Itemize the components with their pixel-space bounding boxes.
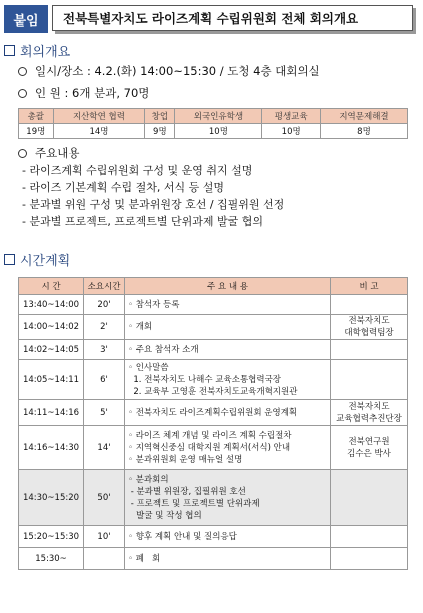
schedule-content xyxy=(125,400,331,426)
stats-header-cell: 평생교육 xyxy=(262,109,321,124)
schedule-time: 14:02~14:05 xyxy=(19,340,84,360)
page-header xyxy=(4,5,413,33)
schedule-row xyxy=(19,526,408,548)
schedule-note xyxy=(331,295,408,315)
schedule-note xyxy=(331,426,408,470)
stats-value-cell: 10명 xyxy=(175,124,262,139)
circle-bullet-icon xyxy=(18,67,27,76)
schedule-content-line: ◦ 지역혁신중심 대학지원 계획서(서식) 안내 xyxy=(128,442,291,453)
schedule-header-content: 주 요 내 용 xyxy=(125,278,331,295)
datetime-line xyxy=(18,63,320,79)
schedule-note xyxy=(331,400,408,426)
schedule-note xyxy=(331,315,408,340)
circle-bullet-icon xyxy=(18,89,27,98)
schedule-note-line: 김수은 박사 xyxy=(347,448,391,459)
schedule-time: 14:11~14:16 xyxy=(19,400,84,426)
schedule-note-line: 전북자치도 xyxy=(348,401,390,412)
schedule-content xyxy=(125,548,331,570)
schedule-content-line: ◦ 인사말씀 xyxy=(128,362,169,373)
stats-value-cell: 10명 xyxy=(262,124,321,139)
schedule-time: 14:16~14:30 xyxy=(19,426,84,470)
schedule-duration: 6' xyxy=(84,360,125,400)
schedule-content-line: ◦ 분과위원회 운영 매뉴얼 설명 xyxy=(128,454,243,465)
schedule-time: 14:30~15:20 xyxy=(19,470,84,526)
members-line xyxy=(18,85,149,101)
schedule-content xyxy=(125,360,331,400)
schedule-content-line: - 분과별 위원장, 집필위원 호선 xyxy=(128,486,246,497)
stats-header-cell: 지역문제해결 xyxy=(320,109,407,124)
schedule-time: 15:30~ xyxy=(19,548,84,570)
content-item: - 분과별 프로젝트, 프로젝트별 단위과제 발굴 협의 xyxy=(22,215,263,228)
content-item: - 라이즈 기본계획 수립 절차, 서식 등 설명 xyxy=(22,181,224,194)
content-item: - 분과별 위원 구성 및 분과위원장 호선 / 집필위원 선정 xyxy=(22,198,285,211)
stats-value-row xyxy=(19,124,408,139)
schedule-duration: 2' xyxy=(84,315,125,340)
attachment-tag: 붙임 xyxy=(4,5,48,33)
schedule-note xyxy=(331,526,408,548)
schedule-row xyxy=(19,360,408,400)
schedule-header-duration: 소요시간 xyxy=(84,278,125,295)
schedule-header-note: 비 고 xyxy=(331,278,408,295)
schedule-content-line: ◦ 폐 회 xyxy=(128,553,161,564)
schedule-content-line: 1. 전북자치도 나해수 교육소통협력국장 xyxy=(128,374,281,385)
content-heading-text: 주요내용 xyxy=(35,146,80,160)
section-schedule-heading xyxy=(4,250,70,269)
section-schedule-title: 시간계획 xyxy=(20,254,71,269)
schedule-content-line: - 프로젝트 및 프로젝트별 단위과제 xyxy=(128,498,260,509)
schedule-row xyxy=(19,548,408,570)
schedule-header-time: 시 간 xyxy=(19,278,84,295)
member-stats-table xyxy=(18,108,408,139)
schedule-table xyxy=(18,277,408,570)
schedule-content xyxy=(125,315,331,340)
stats-header-cell: 창업 xyxy=(145,109,175,124)
schedule-duration xyxy=(84,548,125,570)
members-text: 인 원 : 6개 분과, 70명 xyxy=(35,86,150,100)
schedule-note-line: 대학협력팀장 xyxy=(344,328,394,338)
schedule-content-line: 2. 교육부 고영훈 전북자치도교육개혁지원관 xyxy=(128,386,298,397)
schedule-time: 14:00~14:02 xyxy=(19,315,84,340)
content-list xyxy=(22,162,284,230)
schedule-duration: 20' xyxy=(84,295,125,315)
stats-header-cell: 외국인유학생 xyxy=(175,109,262,124)
schedule-note xyxy=(331,340,408,360)
schedule-row xyxy=(19,340,408,360)
schedule-content xyxy=(125,426,331,470)
schedule-content xyxy=(125,295,331,315)
schedule-duration: 5' xyxy=(84,400,125,426)
square-bullet-icon xyxy=(4,254,15,265)
schedule-content-line: 발굴 및 작성 협의 xyxy=(128,510,202,521)
schedule-content-line: ◦ 참석자 등록 xyxy=(128,299,180,310)
schedule-duration: 3' xyxy=(84,340,125,360)
schedule-row xyxy=(19,315,408,340)
schedule-duration: 10' xyxy=(84,526,125,548)
stats-header-cell: 지산학연 협력 xyxy=(53,109,145,124)
content-item: - 라이즈계획 수립위원회 구성 및 운영 취지 설명 xyxy=(22,164,253,177)
schedule-content xyxy=(125,340,331,360)
schedule-content-line: ◦ 향후 계획 안내 및 질의응답 xyxy=(128,531,237,542)
schedule-time: 13:40~14:00 xyxy=(19,295,84,315)
schedule-note xyxy=(331,470,408,526)
datetime-text: 일시/장소 : 4.2.(화) 14:00~15:30 / 도청 4층 대회의실 xyxy=(35,64,320,78)
schedule-time: 15:20~15:30 xyxy=(19,526,84,548)
schedule-note xyxy=(331,360,408,400)
schedule-time: 14:05~14:11 xyxy=(19,360,84,400)
schedule-content xyxy=(125,470,331,526)
schedule-note-line: 전북연구원 xyxy=(348,436,390,447)
section-overview-heading xyxy=(4,41,70,60)
stats-value-cell: 19명 xyxy=(19,124,54,139)
schedule-row xyxy=(19,426,408,470)
square-bullet-icon xyxy=(4,45,15,56)
schedule-note xyxy=(331,548,408,570)
schedule-content-line: ◦ 라이즈 체계 개념 및 라이즈 계획 수립절차 xyxy=(128,430,292,441)
schedule-note-line: 전북자치도 xyxy=(348,316,390,326)
stats-header-cell: 총괄 xyxy=(19,109,54,124)
stats-header-row xyxy=(19,109,408,124)
schedule-content-line: ◦ 주요 참석자 소개 xyxy=(128,344,199,355)
schedule-row xyxy=(19,295,408,315)
schedule-row xyxy=(19,400,408,426)
schedule-row xyxy=(19,470,408,526)
schedule-content-line: ◦ 개회 xyxy=(128,322,153,332)
stats-value-cell: 9명 xyxy=(145,124,175,139)
schedule-duration: 14' xyxy=(84,426,125,470)
schedule-content-line: ◦ 전북자치도 라이즈계획수립위원회 운영계획 xyxy=(128,407,298,418)
stats-value-cell: 14명 xyxy=(53,124,145,139)
section-overview-title: 회의개요 xyxy=(20,45,71,60)
schedule-content-line: ◦ 분과회의 xyxy=(128,474,169,485)
schedule-content xyxy=(125,526,331,548)
schedule-header-row xyxy=(19,278,408,295)
schedule-note-line: 교육협력추진단장 xyxy=(336,413,402,424)
schedule-duration: 50' xyxy=(84,470,125,526)
content-heading-line xyxy=(18,145,79,161)
document-title: 전북특별자치도 라이즈계획 수립위원회 전체 회의개요 xyxy=(52,5,413,31)
circle-bullet-icon xyxy=(18,149,27,158)
stats-value-cell: 8명 xyxy=(320,124,407,139)
